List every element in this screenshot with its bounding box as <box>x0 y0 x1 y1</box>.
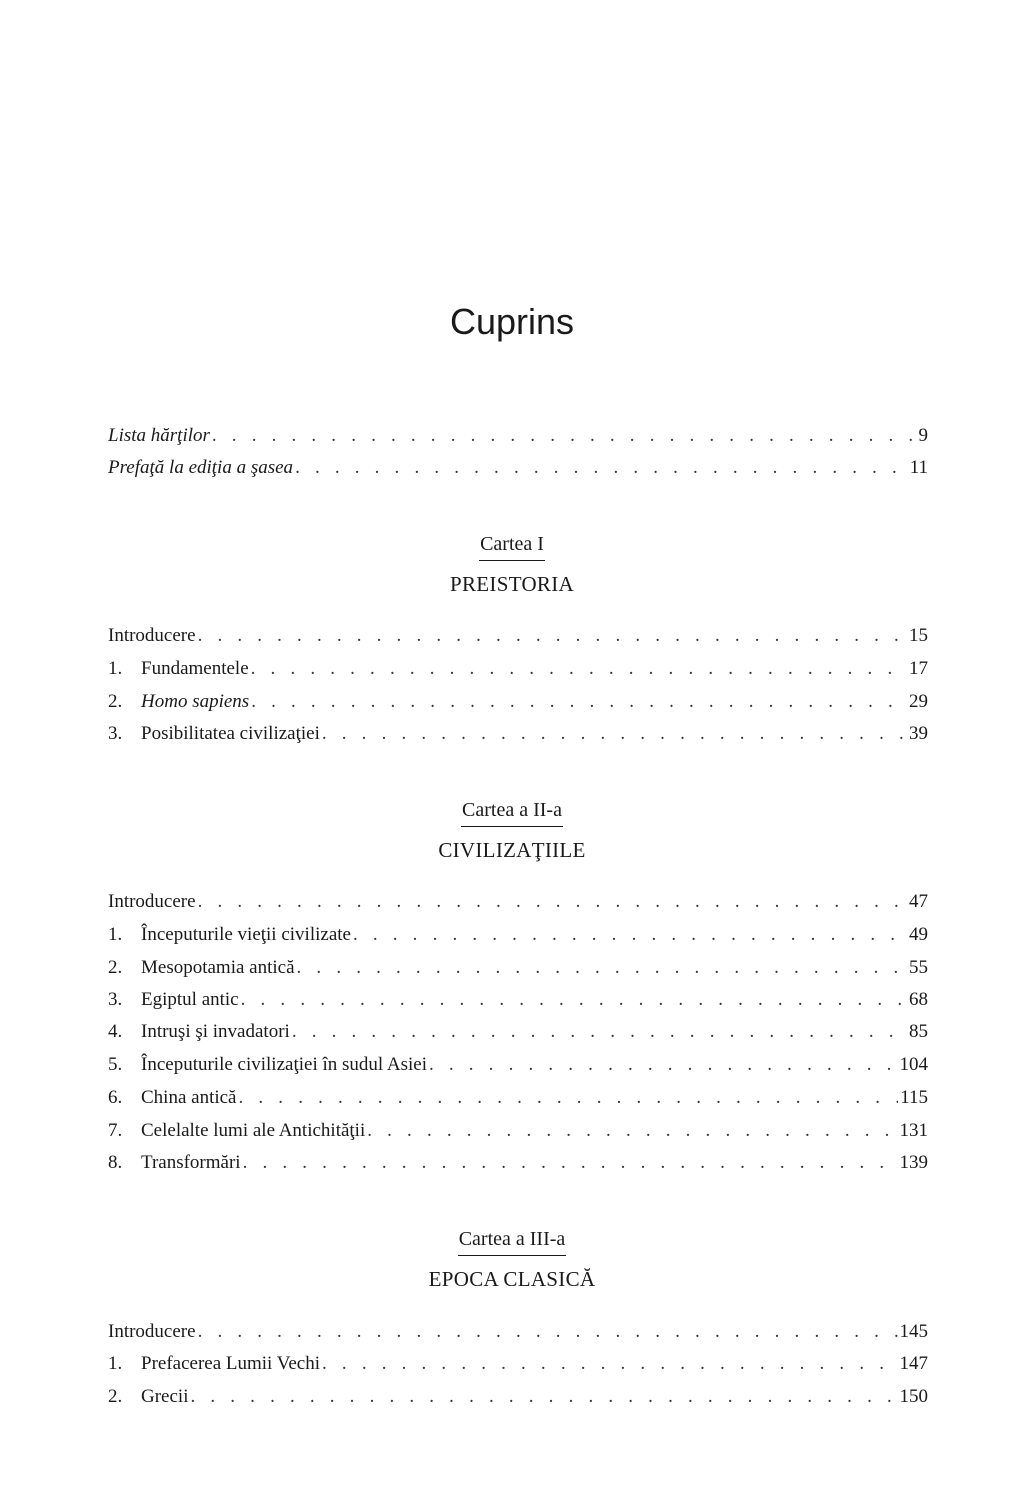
toc-entry-page: 55 <box>909 957 928 978</box>
toc-entry[interactable] <box>108 1016 928 1048</box>
dot-leader <box>249 653 907 685</box>
toc-entry-number: 2. <box>108 691 123 712</box>
toc-entry-number: 7. <box>108 1120 123 1141</box>
book-title: CIVILIZAŢIILE <box>438 838 586 862</box>
toc-entry-label: Egiptul antic <box>141 989 239 1010</box>
toc-entry-label: Lista hărţilor <box>108 425 210 446</box>
toc-entry-page: 115 <box>900 1087 928 1108</box>
toc-entry[interactable] <box>108 919 928 951</box>
toc-entry-number: 1. <box>108 1353 123 1374</box>
dot-leader <box>290 1016 907 1048</box>
dot-leader <box>196 620 907 652</box>
toc-entry[interactable] <box>108 1115 928 1147</box>
toc-entry-page: 11 <box>909 457 928 478</box>
toc-entry-page: 85 <box>909 1021 928 1042</box>
toc-entry-number: 4. <box>108 1021 123 1042</box>
dot-leader <box>196 886 907 918</box>
toc-entry[interactable] <box>108 984 928 1016</box>
page-title: Cuprins <box>449 301 575 342</box>
toc-entry-page: 29 <box>909 691 928 712</box>
book-label: Cartea a III-a <box>458 1225 567 1256</box>
toc-entry-label: Transformări <box>141 1152 241 1173</box>
dot-leader <box>365 1115 897 1147</box>
toc-entry-page: 47 <box>909 891 928 912</box>
dot-leader <box>239 984 907 1016</box>
toc-entry[interactable] <box>108 952 928 984</box>
book-heading-2 <box>0 796 1024 865</box>
dot-leader <box>241 1147 898 1179</box>
toc-entry[interactable] <box>108 1348 928 1380</box>
toc-entry-label: China antică <box>141 1087 237 1108</box>
toc-entry[interactable] <box>108 620 928 652</box>
book-heading-3 <box>0 1225 1024 1294</box>
toc-entry-label: Introducere <box>108 891 196 912</box>
toc-entry[interactable] <box>108 1381 928 1413</box>
toc-entry-page: 39 <box>909 723 928 744</box>
toc-entry-number: 2. <box>108 957 123 978</box>
toc-entry-number: 2. <box>108 1386 123 1407</box>
toc-entry[interactable] <box>108 653 928 685</box>
toc-entry-label: Intruşi şi invadatori <box>141 1021 290 1042</box>
dot-leader <box>196 1316 898 1348</box>
toc-entry-number: 8. <box>108 1152 123 1173</box>
toc-entry-page: 49 <box>909 924 928 945</box>
dot-leader <box>293 452 908 484</box>
toc-entry[interactable] <box>108 1316 928 1348</box>
toc-entry-number: 3. <box>108 989 123 1010</box>
book-label: Cartea a II-a <box>461 796 563 827</box>
dot-leader <box>210 420 917 452</box>
dot-leader <box>188 1381 897 1413</box>
dot-leader <box>237 1082 899 1114</box>
toc-entry-page: 147 <box>899 1353 928 1374</box>
toc-entry-label: Introducere <box>108 1321 196 1342</box>
toc-entry[interactable] <box>108 886 928 918</box>
book-title: EPOCA CLASICĂ <box>428 1267 596 1291</box>
dot-leader <box>295 952 907 984</box>
toc-entry-label: Prefacerea Lumii Vechi <box>141 1353 321 1374</box>
book-title: PREISTORIA <box>450 572 574 596</box>
toc-entry-maps-list[interactable] <box>108 420 928 452</box>
dot-leader <box>351 919 907 951</box>
toc-entry-label: Introducere <box>108 625 196 646</box>
toc-entry[interactable] <box>108 1082 928 1114</box>
book-label: Cartea I <box>479 530 545 561</box>
toc-entry-number: 1. <box>108 924 123 945</box>
toc-entry-page: 131 <box>899 1120 928 1141</box>
toc-entry-page: 15 <box>909 625 928 646</box>
toc-entry[interactable] <box>108 718 928 750</box>
toc-entry-label: Celelalte lumi ale Antichităţii <box>141 1120 366 1141</box>
toc-entry-page: 17 <box>909 658 928 679</box>
toc-entry-number: 3. <box>108 723 123 744</box>
dot-leader <box>427 1049 898 1081</box>
dot-leader <box>249 686 907 718</box>
toc-entry-label: Posibilitatea civilizaţiei <box>141 723 320 744</box>
toc-entry-label: Fundamentele <box>141 658 249 679</box>
toc-entry-label: Homo sapiens <box>141 691 250 712</box>
toc-entry-label: Începuturile civilizaţiei în sudul Asiei <box>141 1054 427 1075</box>
toc-entry-number: 6. <box>108 1087 123 1108</box>
toc-entry-number: 5. <box>108 1054 123 1075</box>
toc-entry[interactable] <box>108 1147 928 1179</box>
dot-leader <box>320 718 907 750</box>
toc-entry-label: Mesopotamia antică <box>141 957 295 978</box>
toc-entry-label: Prefaţă la ediţia a şasea <box>108 457 294 478</box>
toc-entry-page: 68 <box>909 989 928 1010</box>
dot-leader <box>320 1348 897 1380</box>
toc-entry[interactable] <box>108 1049 928 1081</box>
toc-entry-page: 104 <box>899 1054 928 1075</box>
toc-entry-page: 150 <box>899 1386 928 1407</box>
toc-entry-page: 145 <box>899 1321 928 1342</box>
toc-entry-page: 139 <box>899 1152 928 1173</box>
toc-entry-label: Începuturile vieţii civilizate <box>141 924 351 945</box>
toc-entry-label: Grecii <box>141 1386 189 1407</box>
book-heading-1 <box>0 530 1024 599</box>
toc-entry[interactable] <box>108 686 928 718</box>
toc-entry-preface[interactable] <box>108 452 928 484</box>
toc-entry-page: 9 <box>918 425 928 446</box>
toc-entry-number: 1. <box>108 658 123 679</box>
